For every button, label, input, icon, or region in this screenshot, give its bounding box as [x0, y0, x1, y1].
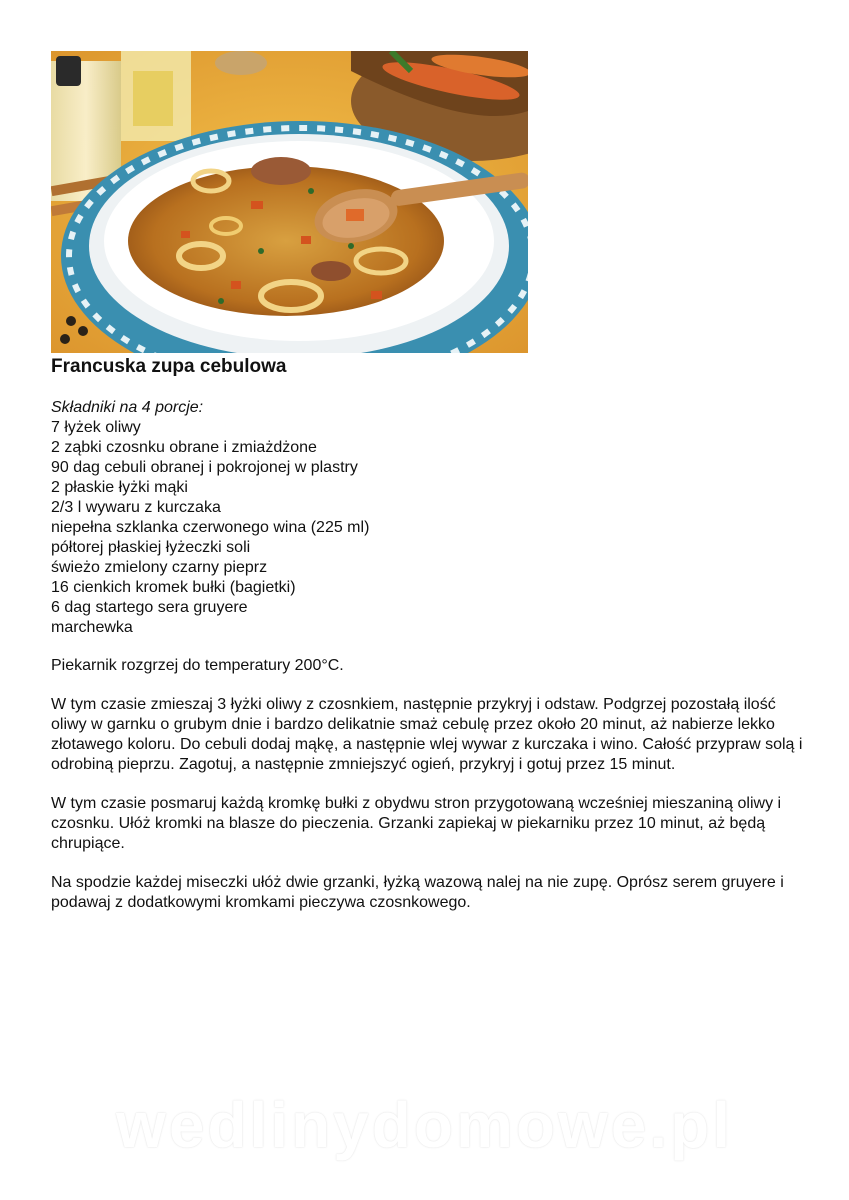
ingredient-item: niepełna szklanka czerwonego wina (225 ml) [51, 519, 370, 536]
ingredient-item: 6 dag startego sera gruyere [51, 599, 248, 616]
ingredient-item: 2 ząbki czosnku obrane i zmiażdżone [51, 439, 317, 456]
ingredient-item: 2/3 l wywaru z kurczaka [51, 499, 221, 516]
ingredients-list [51, 418, 369, 638]
ingredient-item: półtorej płaskiej łyżeczki soli [51, 539, 251, 556]
watermark: wedlinydomowe.pl [116, 1089, 733, 1161]
preparation-step: Piekarnik rozgrzej do temperatury 200°C. [51, 657, 344, 674]
ingredient-item: 16 cienkich kromek bułki (bagietki) [51, 579, 296, 596]
recipe-title: Francuska zupa cebulowa [51, 356, 287, 377]
soup-bowl-photo [51, 51, 528, 353]
ingredients-section [51, 398, 369, 638]
ingredient-item: 2 płaskie łyżki mąki [51, 479, 188, 496]
preparation-steps [51, 656, 811, 932]
ingredients-heading: Składniki na 4 porcje: [51, 399, 204, 416]
ingredient-item: marchewka [51, 619, 133, 636]
ingredient-item: świeżo zmielony czarny pieprz [51, 559, 268, 576]
preparation-step: W tym czasie posmaruj każdą kromkę bułki z obydwu stron przygotowaną wcześniej mieszaniną oliwy i czosnku. Ułóż kromki na blasze do pieczenia. Grzanki zapiekaj w piekarniku przez 10 minut, aż będą chrupiące. [51, 795, 782, 852]
ingredient-item: 7 łyżek oliwy [51, 419, 141, 436]
preparation-step: Na spodzie każdej miseczki ułóż dwie grzanki, łyżką wazową nalej na nie zupę. Oprósz serem gruyere i podawaj z dodatkowymi kromkami pieczywa czosnkowego. [51, 874, 784, 911]
ingredient-item: 90 dag cebuli obranej i pokrojonej w plastry [51, 459, 358, 476]
preparation-step: W tym czasie zmieszaj 3 łyżki oliwy z czosnkiem, następnie przykryj i odstaw. Podgrzej pozostałą ilość oliwy w garnku o grubym dnie i bardzo delikatnie smaż cebulę przez około 20 minut, aż nabierze lekko złotawego koloru. Do cebuli dodaj mąkę, a następnie wlej wywar z kurczaka i wino. Całość przypraw solą i odrobiną pieprzu. Zagotuj, a następnie zmniejszyć ogień, przykryj i gotuj przez 15 minut. [51, 696, 803, 773]
